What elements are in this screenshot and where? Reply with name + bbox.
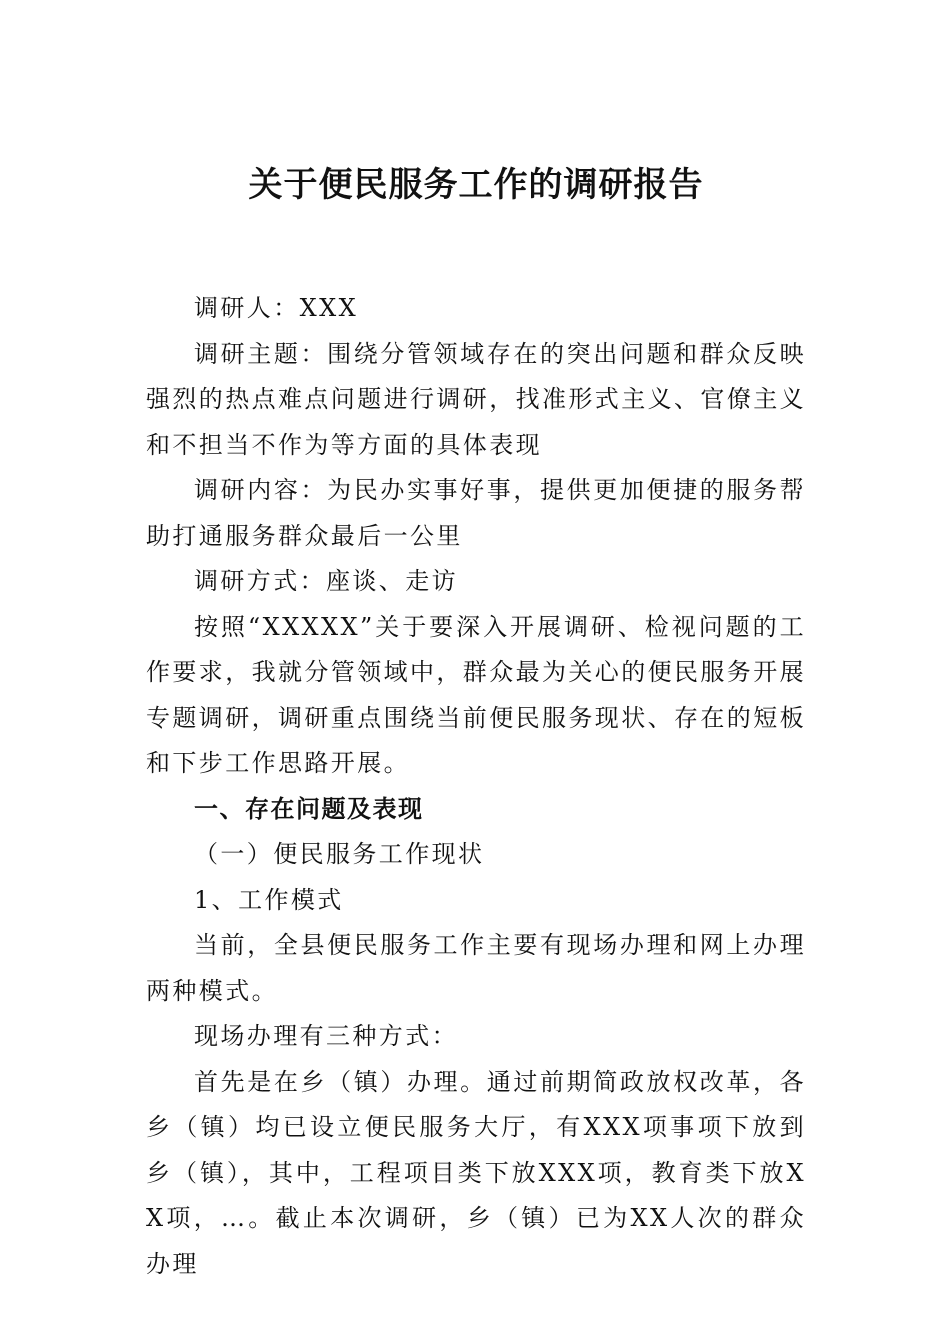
township-paragraph: 首先是在乡（镇）办理。通过前期简政放权改革，各乡（镇）均已设立便民服务大厅，有XXX项事项下放到乡（镇），其中，工程项目类下放XXX项，教育类下放XX项，…。截止本次调研，乡（镇）已为XX人次的群众办理: [146, 1067, 806, 1278]
intro-paragraph: 按照“XXXXX”关于要深入开展调研、检视问题的工作要求，我就分管领域中，群众最为关心的便民服务开展专题调研，调研重点围绕当前便民服务现状、存在的短板和下步工作思路开展。: [146, 612, 806, 777]
subsection-heading: （一）便民服务工作现状: [194, 840, 485, 868]
method-paragraph: 调研方式：座谈、走访: [194, 567, 458, 595]
document-title: 关于便民服务工作的调研报告: [248, 165, 704, 205]
topic-paragraph: 调研主题：围绕分管领域存在的突出问题和群众反映强烈的热点难点问题进行调研，找准形式主义、官僚主义和不担当不作为等方面的具体表现: [146, 339, 806, 459]
document-page: [146, 150, 806, 1287]
item-heading: 1、工作模式: [194, 885, 344, 914]
onsite-intro-paragraph: 现场办理有三种方式：: [194, 1022, 458, 1050]
section-heading: 一、存在问题及表现: [194, 794, 424, 823]
mode-paragraph: 当前，全县便民服务工作主要有现场办理和网上办理两种模式。: [146, 931, 806, 1005]
content-paragraph: 调研内容：为民办实事好事，提供更加便捷的服务帮助打通服务群众最后一公里: [146, 476, 806, 550]
researcher-paragraph: 调研人：XXX: [194, 294, 359, 322]
